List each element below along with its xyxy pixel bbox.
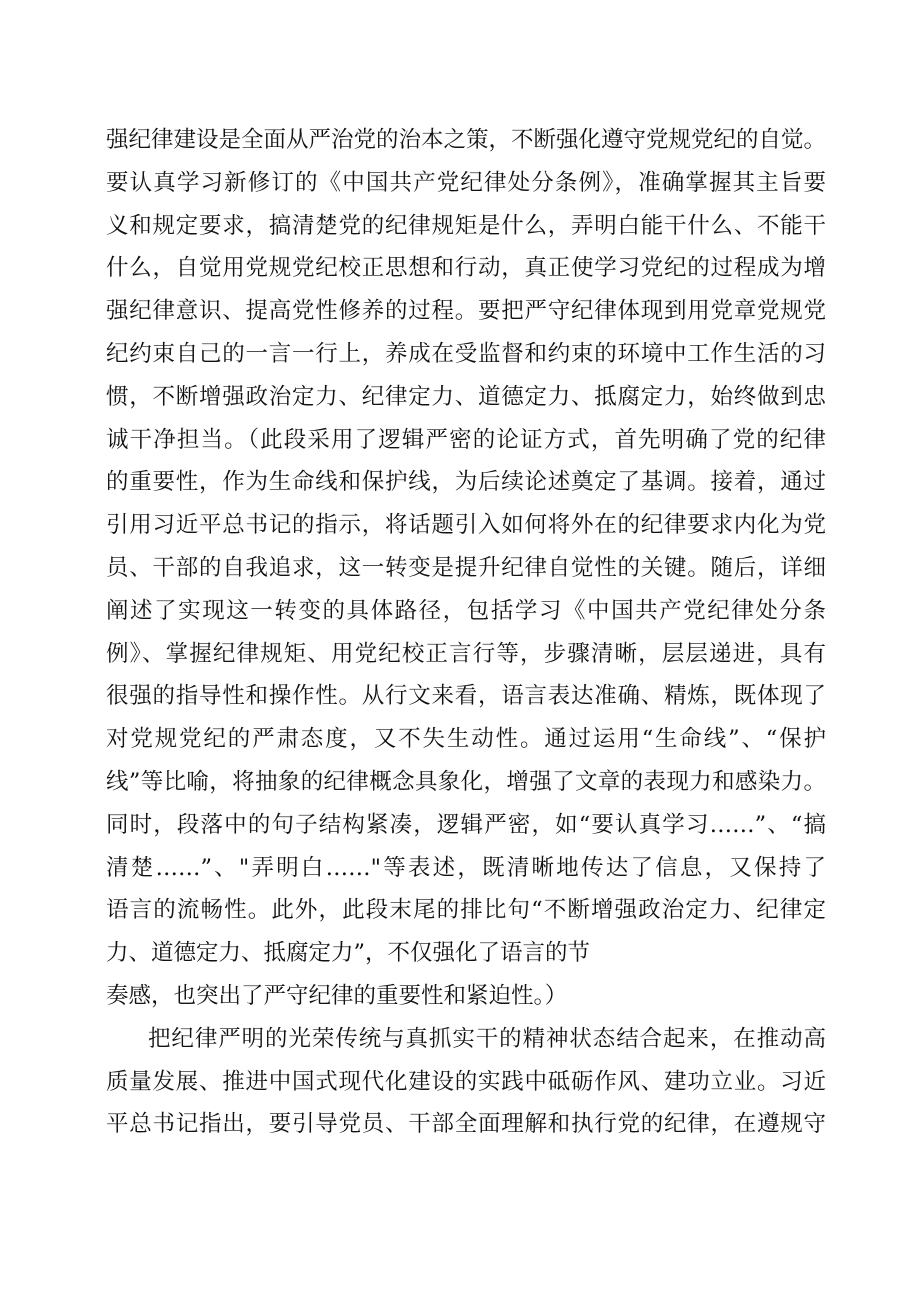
text-line: 义和规定要求，搞清楚党的纪律规矩是什么，弄明白能干什么、不能干: [106, 212, 826, 239]
text-line: 的重要性，作为生命线和保护线，为后续论述奠定了基调。接着，通过: [106, 469, 826, 496]
body-text: [106, 119, 826, 1146]
text-line: 强纪律建设是全面从严治党的治本之策，不断强化遵守党规党纪的自觉。: [106, 127, 826, 153]
text-line: 例》、掌握纪律规矩、用党纪校正言行等，步骤清晰，层层递进，具有: [106, 640, 826, 667]
text-line: 奏感，也突出了严守纪律的重要性和紧迫性。）: [106, 982, 568, 1009]
text-line: 阐述了实现这一转变的具体路径，包括学习《中国共产党纪律处分条: [106, 597, 826, 624]
text-line: 对党规党纪的严肃态度，又不失生动性。通过运用“生命线”、“保护: [106, 726, 826, 753]
text-line: 语言的流畅性。此外，此段末尾的排比句“不断增强政治定力、纪律定: [106, 897, 826, 924]
text-line: 惯，不断增强政治定力、纪律定力、道德定力、抵腐定力，始终做到忠: [106, 383, 826, 410]
text-line: 诚干净担当。（此段采用了逻辑严密的论证方式，首先明确了党的纪律: [106, 426, 826, 453]
text-line: 什么，自觉用党规党纪校正思想和行动，真正使学习党纪的过程成为增: [106, 255, 826, 282]
text-line-paragraph-start: 把纪律严明的光荣传统与真抓实干的精神状态结合起来，在推动高: [148, 1025, 826, 1052]
text-line: 员、干部的自我追求，这一转变是提升纪律自觉性的关键。随后，详细: [106, 554, 826, 581]
text-line: 引用习近平总书记的指示，将话题引入如何将外在的纪律要求内化为党: [106, 512, 826, 539]
text-line: 同时，段落中的句子结构紧凑，逻辑严密，如“要认真学习……”、“搞: [106, 811, 826, 838]
text-line: 线”等比喻，将抽象的纪律概念具象化，增强了文章的表现力和感染力。: [106, 768, 826, 795]
text-line: 要认真学习新修订的《中国共产党纪律处分条例》，准确掌握其主旨要: [106, 169, 826, 196]
text-line: 纪约束自己的一言一行上，养成在受监督和约束的环境中工作生活的习: [106, 340, 826, 367]
text-line: 平总书记指出，要引导党员、干部全面理解和执行党的纪律，在遵规守: [106, 1111, 826, 1138]
text-line: 质量发展、推进中国式现代化建设的实践中砥砺作风、建功立业。习近: [106, 1068, 826, 1095]
text-line: 强纪律意识、提高党性修养的过程。要把严守纪律体现到用党章党规党: [106, 298, 826, 325]
text-line: 力、道德定力、抵腐定力”，不仅强化了语言的节: [106, 940, 591, 967]
text-line: 清楚……”、"弄明白……"等表述，既清晰地传达了信息，又保持了: [106, 854, 826, 881]
text-line: 很强的指导性和操作性。从行文来看，语言表达准确、精炼，既体现了: [106, 683, 826, 710]
